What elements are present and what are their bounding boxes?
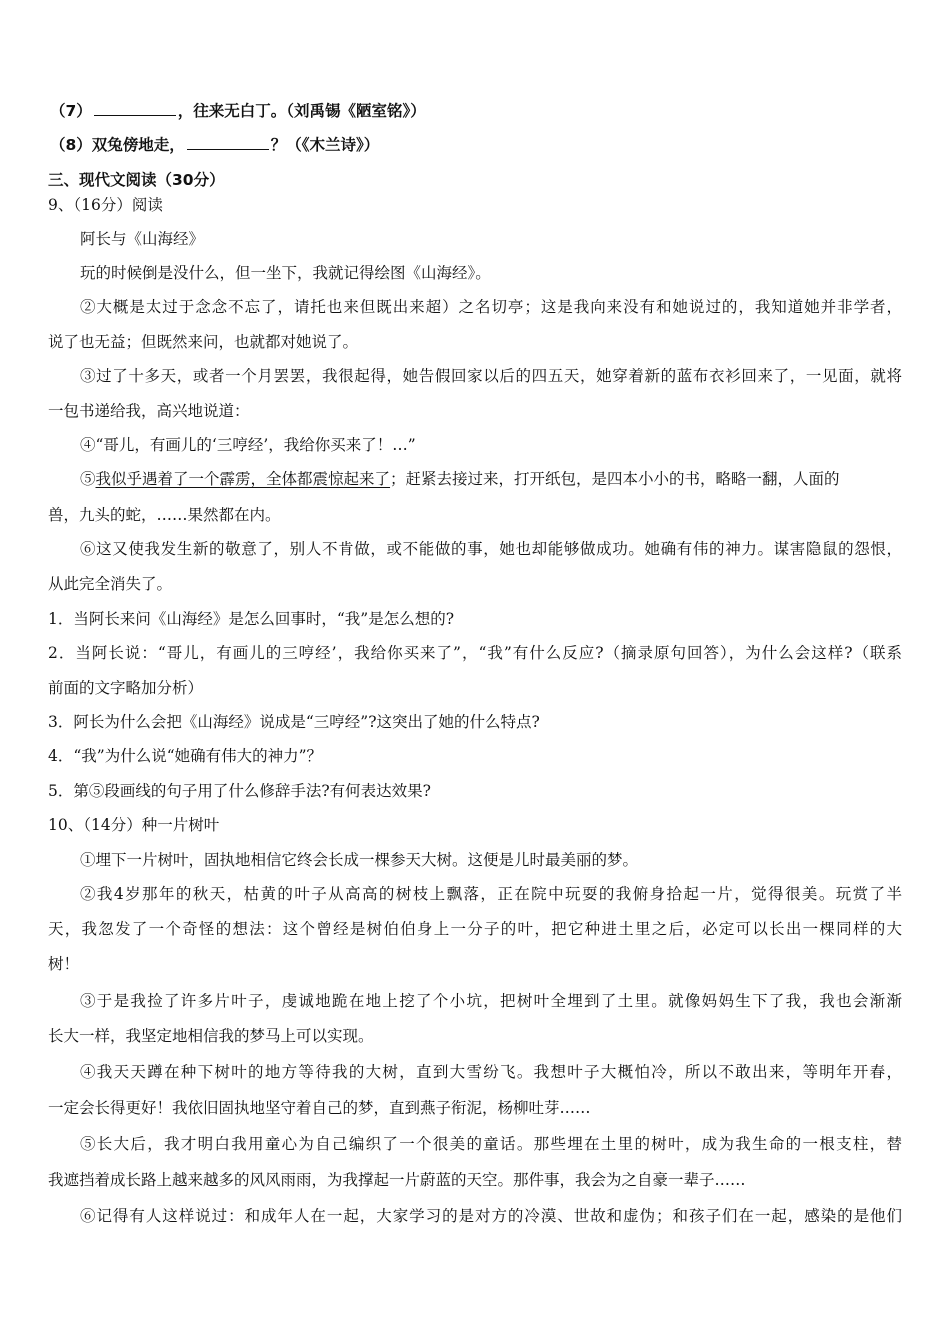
q9-paragraph-5-line-1 xyxy=(80,468,902,490)
q9-question-4: 4．“我”为什么说“她确有伟大的神力”？ xyxy=(48,747,323,765)
q8-blank[interactable] xyxy=(187,134,269,150)
q9-p5-rest: ；赶紧去接过来，打开纸包，是四本小小的书，略略一翻，人面的 xyxy=(390,470,840,488)
q10-paragraph-5-line-1: ⑤长大后，我才明白我用童心为自己编织了一个很美的童话。那些埋在土里的树叶，成为我生命的一根支柱，替 xyxy=(80,1135,902,1153)
q10-paragraph-1: ①埋下一片树叶，固执地相信它终会长成一棵参天大树。这便是儿时最美丽的梦。 xyxy=(80,851,639,869)
q9-paragraph-3-line-2: 一包书递给我，高兴地说道： xyxy=(48,402,250,420)
q10-paragraph-4-line-1: ④我天天蹲在种下树叶的地方等待我的大树，直到大雪纷飞。我想叶子大概怕冷，所以不敢出来，等明年开春， xyxy=(80,1063,902,1081)
q7-line xyxy=(50,100,426,122)
q10-header: 10、（14分）种一片树叶 xyxy=(48,816,220,834)
q9-paragraph-5-line-2: 兽，九头的蛇，……果然都在内。 xyxy=(48,506,281,524)
q9-question-3: 3．阿长为什么会把《山海经》说成是“三哼经”?这突出了她的什么特点? xyxy=(48,713,540,731)
section-heading: 三、现代文阅读（30分） xyxy=(48,171,225,189)
q9-paragraph-6-line-2: 从此完全消失了。 xyxy=(48,575,173,593)
q7-text: ，往来无白丁。（刘禹锡《陋室铭》） xyxy=(177,102,426,120)
q7-blank[interactable] xyxy=(94,100,176,116)
q9-paragraph-6-line-1: ⑥这又使我发生新的敬意了，别人不肯做，或不能做的事，她也却能够做成功。她确有伟的神力。谋害隐鼠的怨恨， xyxy=(80,540,902,558)
q10-paragraph-2-line-1: ②我4岁那年的秋天，枯黄的叶子从高高的树枝上飘落，正在院中玩耍的我俯身拾起一片，觉得很美。玩赏了半 xyxy=(80,885,902,903)
q8-text-prefix: （8）双兔傍地走， xyxy=(50,136,185,154)
q9-paragraph-4: ④“哥儿，有画儿的‘三哼经’，我给你买来了！…” xyxy=(80,436,416,454)
q9-question-2-line-1: 2．当阿长说：“哥儿，有画儿的三哼经’，我给你买来了”，“我”有什么反应?（摘录原句回答），为什么会这样?（联系 xyxy=(48,644,902,662)
q9-paragraph-2-line-2: 说了也无益；但既然来问，也就都对她说了。 xyxy=(48,333,359,351)
q10-paragraph-2-line-3: 树！ xyxy=(48,955,80,973)
q9-paragraph-0: 玩的时候倒是没什么，但一坐下，我就记得绘图《山海经》。 xyxy=(80,264,491,282)
q9-paragraph-2-line-1: ②大概是太过于念念不忘了，请托也来但既出来超）之名切亭；这是我向来没有和她说过的，我知道她并非学者， xyxy=(80,298,902,316)
q9-p5-underlined-sentence: 我似乎遇着了一个霹雳，全体都震惊起来了 xyxy=(95,470,391,488)
q10-paragraph-2-line-2: 天，我忽发了一个奇怪的想法：这个曾经是树伯伯身上一分子的叶，把它种进土里之后，必定可以长出一棵同样的大 xyxy=(48,920,902,938)
q10-paragraph-3-line-1: ③于是我捡了许多片叶子，虔诚地跪在地上挖了个小坑，把树叶全埋到了土里。就像妈妈生下了我，我也会渐渐 xyxy=(80,992,902,1010)
q9-title: 阿长与《山海经》 xyxy=(80,230,205,248)
q10-paragraph-5-line-2: 我遮挡着成长路上越来越多的风风雨雨，为我撑起一片蔚蓝的天空。那件事，我会为之自豪一辈子…… xyxy=(48,1171,746,1189)
q9-header: 9、（16分）阅读 xyxy=(48,196,163,214)
q9-question-2-line-2: 前面的文字略加分析） xyxy=(48,679,204,697)
q9-question-1: 1．当阿长来问《山海经》是怎么回事时，“我”是怎么想的? xyxy=(48,610,455,628)
q8-line xyxy=(50,134,379,156)
q9-paragraph-3-line-1: ③过了十多天，或者一个月罢罢，我很起得，她告假回家以后的四五天，她穿着新的蓝布衣衫回来了，一见面，就将 xyxy=(80,367,902,385)
q10-paragraph-3-line-2: 长大一样，我坚定地相信我的梦马上可以实现。 xyxy=(48,1027,374,1045)
q7-number: （7） xyxy=(50,102,92,120)
q10-paragraph-4-line-2: 一定会长得更好！我依旧固执地坚守着自己的梦，直到燕子衔泥，杨柳吐芽…… xyxy=(48,1099,591,1117)
q8-text: ？（《木兰诗》） xyxy=(270,136,380,154)
q9-question-5: 5．第⑤段画线的句子用了什么修辞手法?有何表达效果? xyxy=(48,782,431,800)
q10-paragraph-6-line-1: ⑥记得有人这样说过：和成年人在一起，大家学习的是对方的冷漠、世故和虚伪；和孩子们在一起，感染的是他们 xyxy=(80,1207,902,1225)
q9-p5-number: ⑤ xyxy=(80,470,96,488)
